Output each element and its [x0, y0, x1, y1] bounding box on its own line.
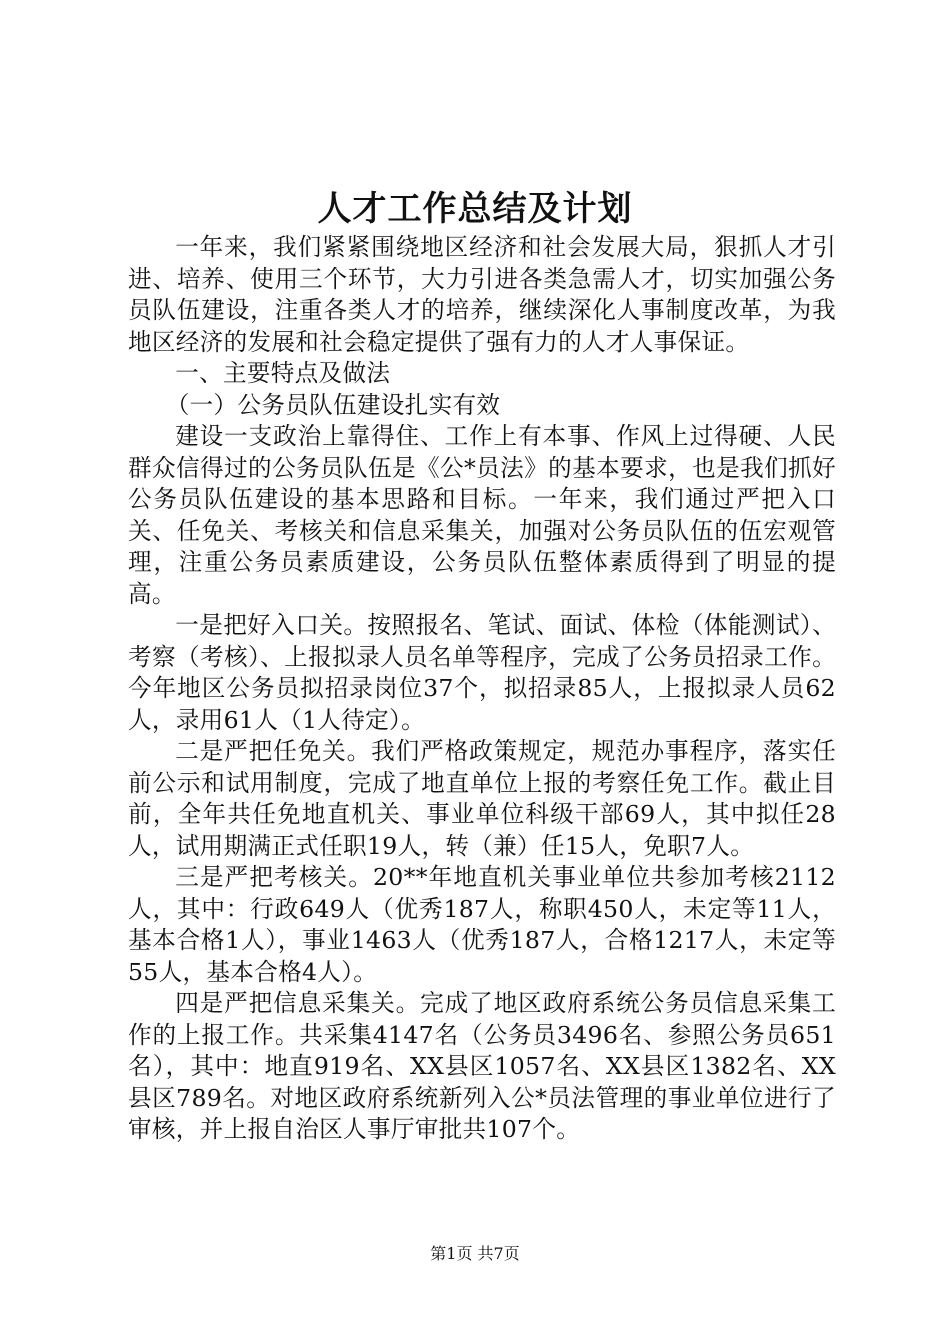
body-paragraph: 三是严把考核关。20**年地直机关事业单位共参加考核2112人，其中：行政649人（优秀187人，称职450人，未定等11人，基本合格1人），事业1463人（优秀187人，合格1217人，未定等55人，基本合格4人）。 [128, 863, 836, 986]
document-body [128, 232, 836, 1146]
page-footer: 第1页 共7页 [430, 1244, 520, 1263]
intro-paragraph: 一年来，我们紧紧围绕地区经济和社会发展大局，狠抓人才引进、培养、使用三个环节，大力引进各类急需人才，切实加强公务员队伍建设，注重各类人才的培养，继续深化人事制度改革，为我地区经济的发展和社会稳定提供了强有力的人才人事保证。 [128, 233, 836, 356]
body-paragraph: 建设一支政治上靠得住、工作上有本事、作风上过得硬、人民群众信得过的公务员队伍是《公*员法》的基本要求，也是我们抓好公务员队伍建设的基本思路和目标。一年来，我们通过严把入口关、任免关、考核关和信息采集关，加强对公务员队伍的伍宏观管理，注重公务员素质建设，公务员队伍整体素质得到了明显的提高。 [128, 422, 836, 608]
body-paragraph: 一是把好入口关。按照报名、笔试、面试、体检（体能测试）、考察（考核）、上报拟录人员名单等程序，完成了公务员招录工作。今年地区公务员拟招录岗位37个，拟招录85人，上报拟录人员62人，录用61人（1人待定）。 [128, 611, 836, 734]
section-heading: 一、主要特点及做法 [175, 359, 391, 387]
document-title: 人才工作总结及计划 [317, 189, 633, 229]
body-paragraph: 四是严把信息采集关。完成了地区政府系统公务员信息采集工作的上报工作。共采集4147名（公务员3496名、参照公务员651名），其中：地直919名、XX县区1057名、XX县区1382名、XX县区789名。对地区政府系统新列入公*员法管理的事业单位进行了审核，并上报自治区人事厅审批共107个。 [128, 989, 836, 1143]
body-paragraph: 二是严把任免关。我们严格政策规定，规范办事程序，落实任前公示和试用制度，完成了地直单位上报的考察任免工作。截止目前，全年共任免地直机关、事业单位科级干部69人，其中拟任28人，试用期满正式任职19人，转（兼）任15人，免职7人。 [128, 737, 836, 860]
subsection-heading: （一）公务员队伍建设扎实有效 [165, 390, 501, 419]
